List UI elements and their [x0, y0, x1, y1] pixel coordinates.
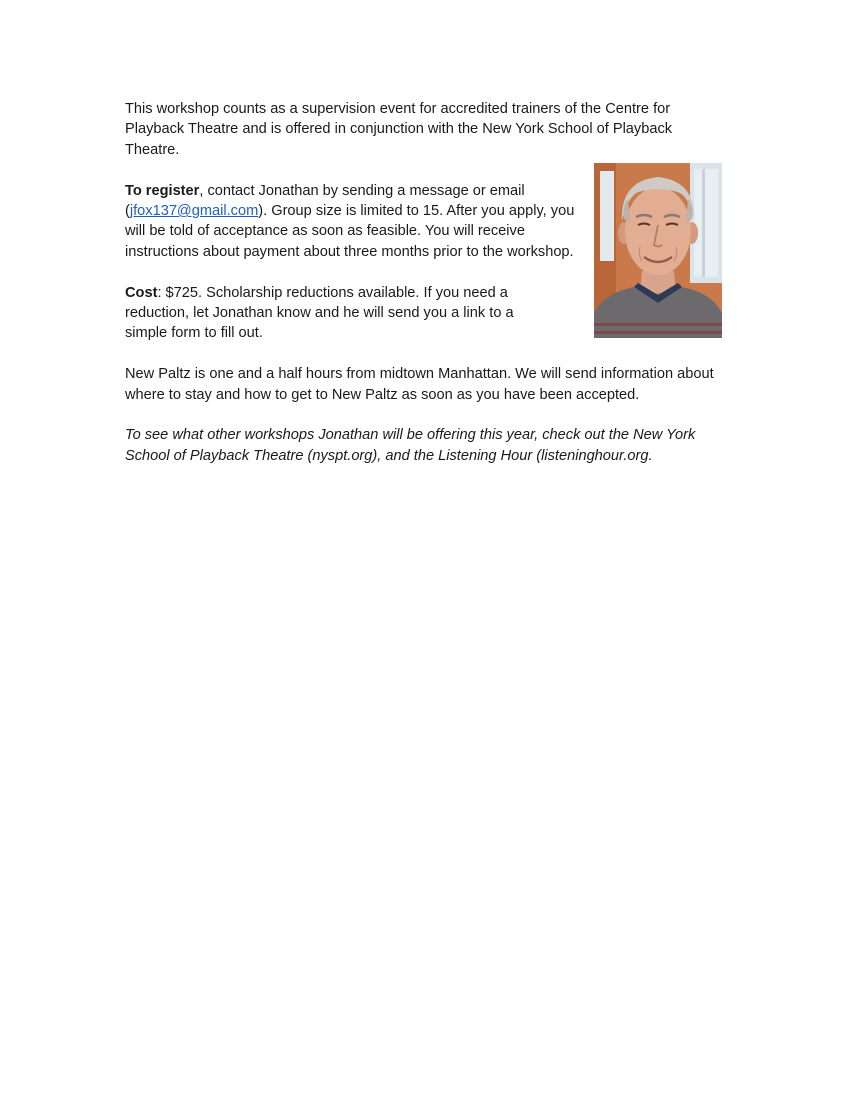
cost-text: : $725. Scholarship reductions available. If you need a reduction, let Jonathan know and he will send you a link to a simple form to fill out. — [125, 284, 514, 342]
register-paragraph — [125, 181, 580, 263]
travel-paragraph — [125, 364, 725, 405]
email-link[interactable]: jfox137@gmail.com — [129, 203, 259, 220]
register-text-before-email: , contact Jonathan by sending a message or email ( — [125, 182, 525, 220]
intro-paragraph — [125, 99, 715, 160]
intro-text: This workshop counts as a supervision event for accredited trainers of the Centre for Playback Theatre and is offered in conjunction with the New York School of Playback Theatre. — [125, 101, 673, 158]
more-workshops-paragraph — [125, 425, 725, 466]
more-workshops-text: To see what other workshops Jonathan will be offering this year, check out the New York School of Playback Theatre (nyspt.org), and the Listening Hour (listeninghour.org. — [125, 427, 696, 464]
register-label: To register — [125, 182, 200, 199]
travel-text: New Paltz is one and a half hours from midtown Manhattan. We will send information about where to stay and how to get to New Paltz as soon as you have been accepted. — [125, 366, 714, 403]
portrait-photo — [594, 163, 722, 338]
cost-paragraph — [125, 283, 555, 344]
register-text-after-email: ). Group size is limited to 15. After you apply, you will be told of acceptance as soon as feasible. You will receive instructions about payment about three months prior to the workshop. — [125, 203, 575, 260]
cost-label: Cost — [125, 284, 158, 301]
